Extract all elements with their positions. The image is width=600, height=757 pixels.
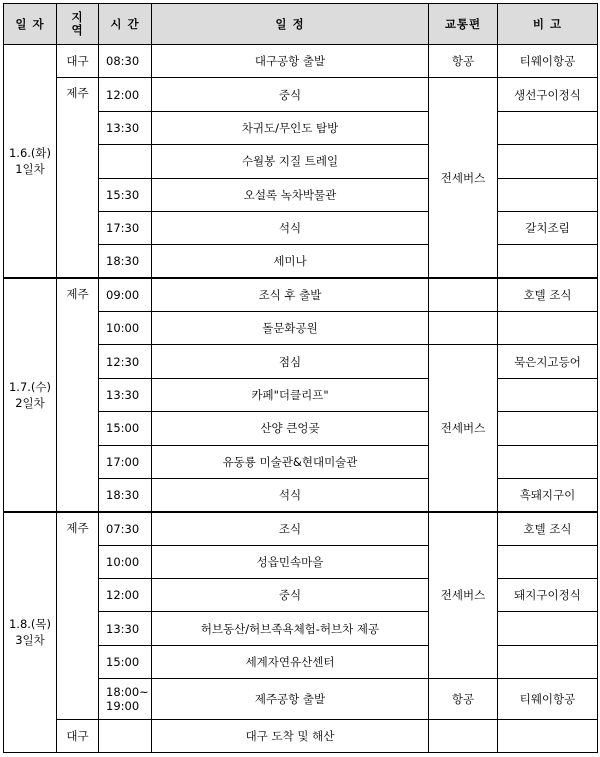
header-transport: 교통편	[429, 4, 498, 45]
schedule-cell: 대구 도착 및 해산	[152, 719, 429, 752]
time-cell: 17:30	[99, 211, 152, 244]
schedule-cell: 중식	[152, 78, 429, 111]
remark-cell: 흑돼지구이	[498, 478, 598, 511]
schedule-cell: 세미나	[152, 245, 429, 278]
time-cell: 13:30	[99, 378, 152, 411]
time-cell: 15:00	[99, 412, 152, 445]
itinerary-table	[3, 3, 598, 753]
remark-cell	[498, 412, 598, 445]
header-row	[4, 4, 598, 45]
transport-cell	[429, 278, 498, 311]
schedule-cell: 허브동산/허브족욕체험-허브차 제공	[152, 612, 429, 645]
schedule-cell: 석식	[152, 478, 429, 511]
day3-day-label: 3일차	[15, 633, 45, 648]
header-date: 일 자	[4, 4, 57, 45]
remark-cell: 호텔 조식	[498, 512, 598, 545]
time-cell: 15:00	[99, 645, 152, 678]
remark-cell	[498, 612, 598, 645]
header-schedule: 일 정	[152, 4, 429, 45]
remark-cell: 묵은지고등어	[498, 345, 598, 378]
schedule-cell: 점심	[152, 345, 429, 378]
day3-date: 1.8.(목)	[8, 617, 52, 632]
day2-region: 제주	[57, 278, 99, 512]
day1-date-cell	[4, 45, 57, 279]
schedule-cell: 카페"더클리프"	[152, 378, 429, 411]
schedule-cell: 제주공항 출발	[152, 679, 429, 719]
header-region-line2: 역	[71, 23, 84, 37]
schedule-cell: 조식	[152, 512, 429, 545]
table-row	[4, 278, 598, 311]
day2-date: 1.7.(수)	[8, 379, 52, 394]
remark-cell	[498, 645, 598, 678]
time-cell: 08:30	[99, 45, 152, 78]
remark-cell	[498, 719, 598, 752]
time-cell: 13:30	[99, 612, 152, 645]
time-cell: 17:00	[99, 445, 152, 478]
table-row	[4, 45, 598, 78]
day2-date-cell	[4, 278, 57, 512]
header-time: 시 간	[99, 4, 152, 45]
table-row	[4, 78, 598, 111]
day1-day-label: 1일차	[15, 162, 45, 177]
remark-cell	[498, 312, 598, 345]
day3-region-a: 제주	[57, 512, 99, 719]
day1-region-a: 대구	[57, 45, 99, 78]
remark-cell: 티웨이항공	[498, 679, 598, 719]
schedule-cell: 유동룡 미술관&현대미술관	[152, 445, 429, 478]
time-cell	[99, 145, 152, 178]
remark-cell: 돼지구이정식	[498, 579, 598, 612]
time-cell: 12:00	[99, 579, 152, 612]
transport-cell	[429, 312, 498, 345]
day1-transport-bus: 전세버스	[429, 78, 498, 278]
transport-cell: 항공	[429, 679, 498, 719]
schedule-cell: 석식	[152, 211, 429, 244]
header-region	[57, 4, 99, 45]
time-cell: 15:30	[99, 178, 152, 211]
day2-day-label: 2일차	[15, 395, 45, 410]
day3-transport-bus: 전세버스	[429, 512, 498, 679]
time-cell: 18:30	[99, 478, 152, 511]
time-cell: 13:30	[99, 111, 152, 144]
time-start: 18:00~	[106, 684, 149, 699]
day1-region-b: 제주	[57, 78, 99, 278]
schedule-cell: 차귀도/무인도 탐방	[152, 111, 429, 144]
remark-cell	[498, 545, 598, 578]
remark-cell	[498, 111, 598, 144]
time-cell: 09:00	[99, 278, 152, 311]
schedule-cell: 산양 큰엉곶	[152, 412, 429, 445]
schedule-cell: 수월봉 지질 트레일	[152, 145, 429, 178]
table-row	[4, 719, 598, 752]
transport-cell	[429, 719, 498, 752]
time-cell	[99, 679, 152, 719]
time-cell: 07:30	[99, 512, 152, 545]
remark-cell: 호텔 조식	[498, 278, 598, 311]
schedule-cell: 성읍민속마을	[152, 545, 429, 578]
remark-cell	[498, 245, 598, 278]
schedule-cell: 중식	[152, 579, 429, 612]
day2-transport-bus: 전세버스	[429, 345, 498, 512]
remark-cell: 생선구이정식	[498, 78, 598, 111]
day3-region-b: 대구	[57, 719, 99, 752]
schedule-cell: 돌문화공원	[152, 312, 429, 345]
time-cell	[99, 719, 152, 752]
remark-cell	[498, 445, 598, 478]
schedule-cell: 세계자연유산센터	[152, 645, 429, 678]
time-cell: 10:00	[99, 545, 152, 578]
time-end: 19:00	[106, 698, 140, 713]
remark-cell: 티웨이항공	[498, 45, 598, 78]
header-remarks: 비 고	[498, 4, 598, 45]
time-cell: 10:00	[99, 312, 152, 345]
remark-cell	[498, 178, 598, 211]
remark-cell	[498, 378, 598, 411]
day1-date: 1.6.(화)	[8, 146, 52, 161]
header-region-line1: 지	[71, 10, 84, 24]
transport-cell: 항공	[429, 45, 498, 78]
time-cell: 12:30	[99, 345, 152, 378]
schedule-cell: 대구공항 출발	[152, 45, 429, 78]
time-cell: 12:00	[99, 78, 152, 111]
schedule-cell: 오설록 녹차박물관	[152, 178, 429, 211]
day3-date-cell	[4, 512, 57, 753]
remark-cell: 갈치조림	[498, 211, 598, 244]
remark-cell	[498, 145, 598, 178]
time-cell: 18:30	[99, 245, 152, 278]
table-row	[4, 512, 598, 545]
schedule-cell: 조식 후 출발	[152, 278, 429, 311]
